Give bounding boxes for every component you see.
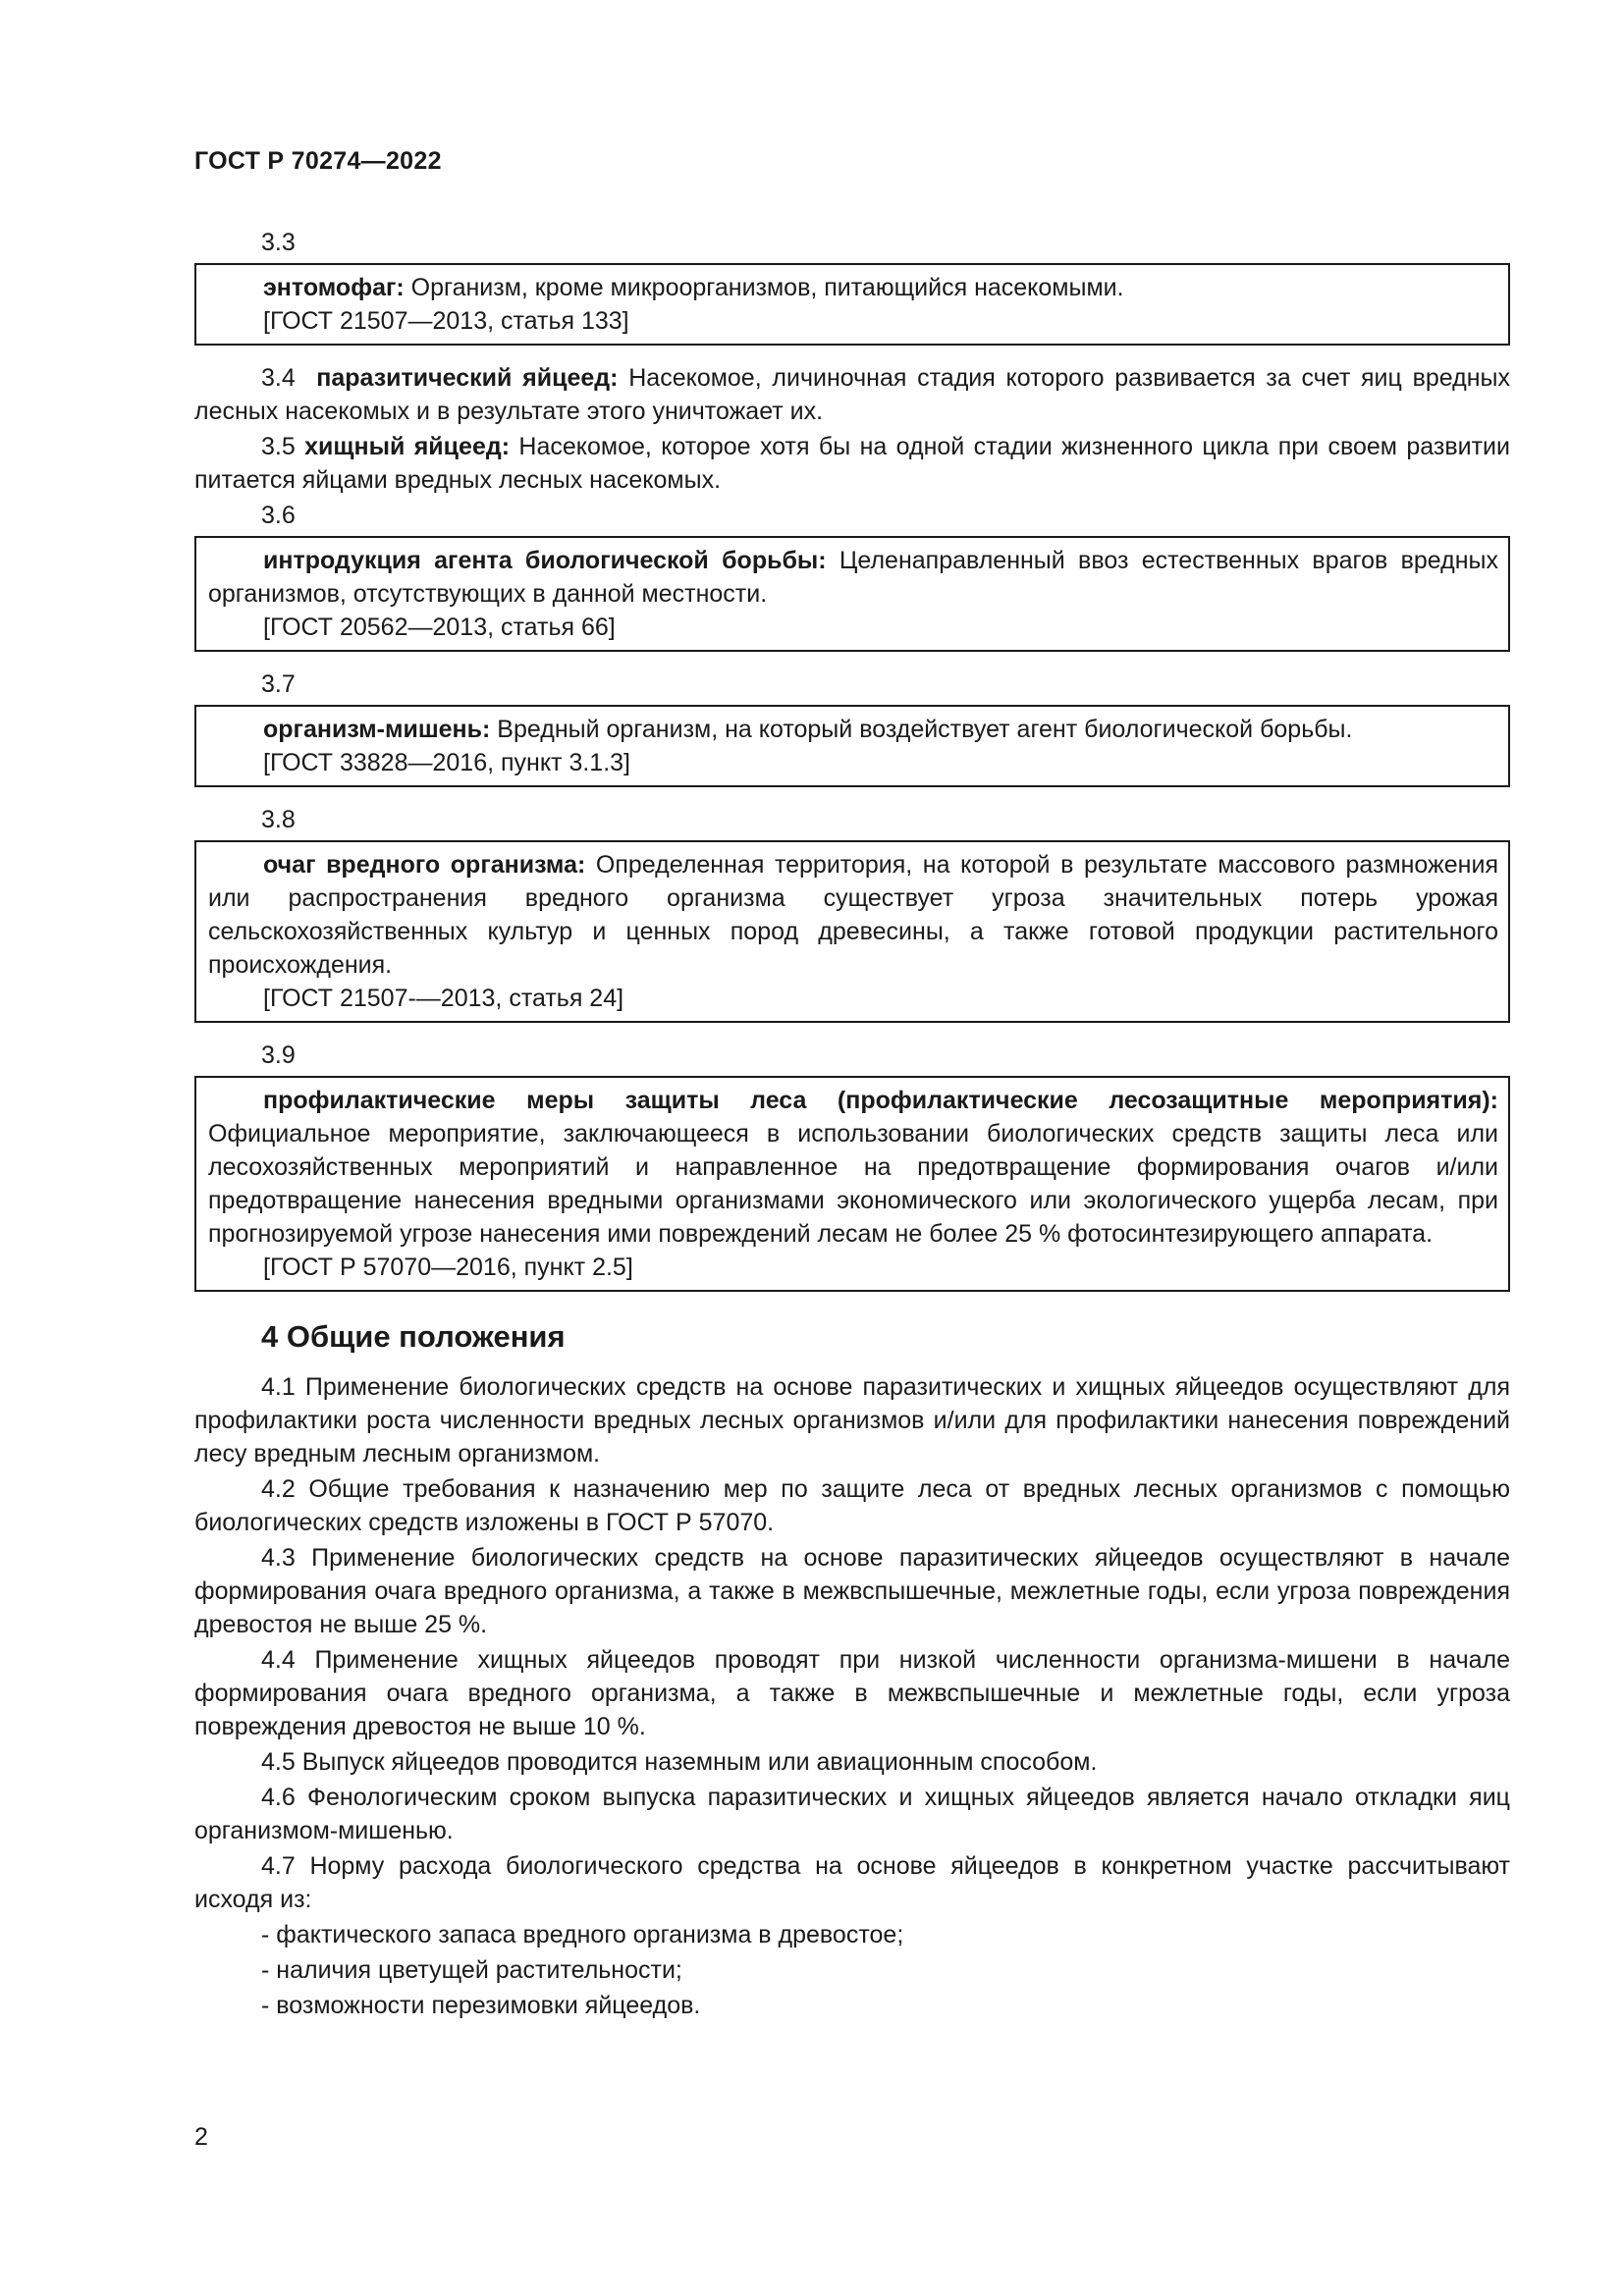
clause-paragraph: 4.6 Фенологическим сроком выпуска паразитических и хищных яйцеедов является начало откладки яиц организмом-мишенью. — [194, 1784, 1510, 1844]
entry-number: 3.4 — [261, 364, 296, 392]
page-content — [194, 226, 1510, 2024]
entry-number: 3.3 — [261, 229, 296, 256]
entry-number: 3.9 — [261, 1041, 296, 1069]
definition-paragraph — [194, 361, 1510, 428]
source-reference: [ГОСТ Р 57070—2016, пункт 2.5] — [263, 1254, 633, 1281]
document-page — [194, 0, 1510, 2296]
clause-paragraph: 4.2 Общие требования к назначению мер по защите леса от вредных лесных организмов с помощью биологических средств изложены в ГОСТ Р 57070. — [194, 1475, 1510, 1536]
term: организм-мишень: — [263, 716, 491, 743]
definition: Насекомое, которое хотя бы на одной стадии жизненного цикла при своем развитии питается яйцами вредных лесных насекомых. — [194, 433, 1510, 494]
clause-paragraph: 4.7 Норму расхода биологического средства на основе яйцеедов в конкретном участке рассчитывают исходя из: — [194, 1852, 1510, 1913]
definition: Целенаправленный ввоз естественных врагов вредных организмов, отсутствующих в данной местности. — [208, 547, 1498, 608]
source-reference: [ГОСТ 21507-—2013, статья 24] — [263, 985, 624, 1012]
definition-box — [194, 536, 1510, 652]
clause-paragraph: 4.1 Применение биологических средств на основе паразитических и хищных яйцеедов осуществляют для профилактики роста численности вредных лесных организмов и/или для профилактики нанесения повреждений лесу вредным лесным организмом. — [194, 1373, 1510, 1468]
definition-text — [208, 544, 1498, 611]
entry-number: 3.6 — [261, 502, 296, 529]
definition-box — [194, 263, 1510, 346]
term: профилактические меры защиты леса (профилактические лесозащитные мероприятия): — [263, 1087, 1498, 1114]
page-number: 2 — [194, 2123, 208, 2151]
list-item: - фактического запаса вредного организма в древостое; — [261, 1921, 904, 1949]
list-item: - наличия цветущей растительности; — [261, 1956, 682, 1984]
definition-text — [208, 1084, 1498, 1251]
clause-paragraph: 4.4 Применение хищных яйцеедов проводят при низкой численности организма-мишени в начале формирования очага вредного организма, а также в межвспышечные и межлетные годы, если угроза повреждения древостоя не выше 10 %. — [194, 1646, 1510, 1740]
definition-box — [194, 1076, 1510, 1292]
definition-paragraph — [194, 430, 1510, 497]
definition-text — [208, 848, 1498, 982]
definition-box — [194, 840, 1510, 1023]
definition-text — [208, 713, 1498, 746]
source-reference: [ГОСТ 33828—2016, пункт 3.1.3] — [263, 749, 630, 776]
entry-number: 3.5 — [261, 433, 296, 460]
entry-number: 3.8 — [261, 806, 296, 833]
term: интродукция агента биологической борьбы: — [263, 547, 827, 574]
term: хищный яйцеед: — [304, 433, 511, 460]
definition-box — [194, 705, 1510, 787]
clause-paragraph: 4.3 Применение биологических средств на основе паразитических яйцеедов осуществляют в начале формирования очага вредного организма, а также в межвспышечные, межлетные годы, если угроза повреждения древостоя не выше 25 %. — [194, 1544, 1510, 1638]
term: очаг вредного организма: — [263, 851, 586, 879]
definition: Насекомое, личиночная стадия которого развивается за счет яиц вредных лесных насекомых и в результате этого уничтожает их. — [194, 364, 1510, 425]
source-reference: [ГОСТ 20562—2013, статья 66] — [263, 614, 616, 641]
list-item: - возможности перезимовки яйцеедов. — [261, 1992, 701, 2019]
document-header: ГОСТ Р 70274—2022 — [194, 147, 442, 175]
definition: Организм, кроме микроорганизмов, питающийся насекомыми. — [404, 274, 1124, 301]
term: паразитический яйцеед: — [316, 364, 619, 392]
section-title: 4 Общие положения — [261, 1319, 566, 1354]
term: энтомофаг: — [263, 274, 405, 301]
clause-paragraph: 4.5 Выпуск яйцеедов проводится наземным или авиационным способом. — [261, 1748, 1098, 1776]
definition: Определенная территория, на которой в результате массового размножения или распространения вредного организма существует угроза значительных потерь урожая сельскохозяйственных культур и ценных пород древесины, а также готовой продукции растительного происхождения. — [208, 851, 1498, 979]
definition: Вредный организм, на который воздействует агент биологической борьбы. — [490, 716, 1353, 743]
entry-number: 3.7 — [261, 670, 296, 698]
source-reference: [ГОСТ 21507—2013, статья 133] — [263, 307, 629, 335]
definition: Официальное мероприятие, заключающееся в использовании биологических средств защиты леса или лесохозяйственных мероприятий и направленное на предотвращение формирования очагов и/или предотвращение нанесения вредными организмами экономического или экологического ущерба лесам, при прогнозируемой угрозе нанесения ими повреждений лесам не более 25 % фотосинтезирующего аппарата. — [208, 1120, 1498, 1248]
definition-text — [208, 271, 1498, 304]
